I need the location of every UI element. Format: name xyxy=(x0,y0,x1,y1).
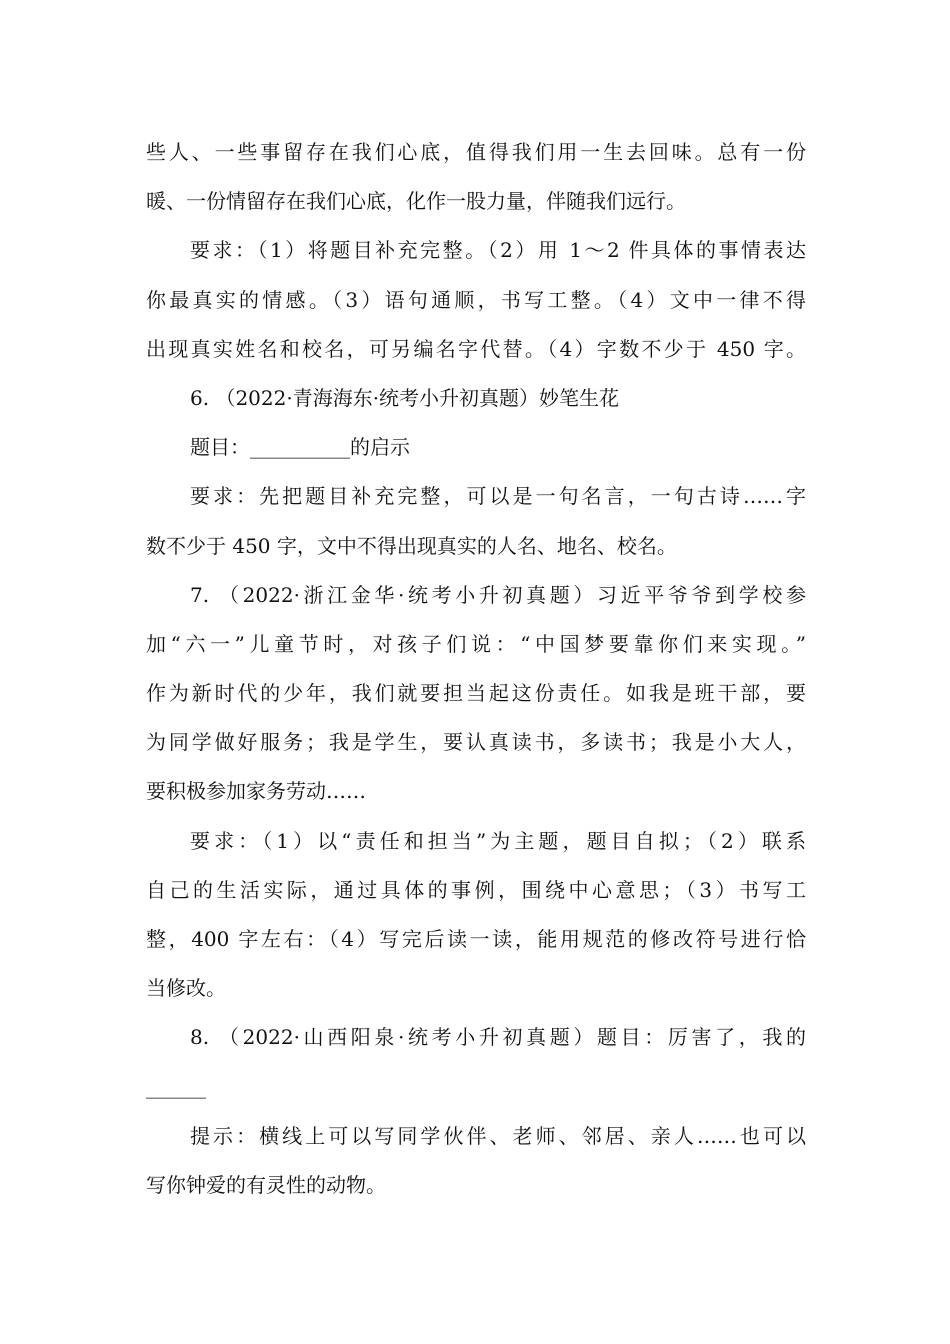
requirement-line: 要求：（1）将题目补充完整。（2）用 1～2 件具体的事情表达 xyxy=(190,238,806,263)
requirement-line: 当修改。 xyxy=(146,976,226,1001)
hint-line: 写你钟爱的有灵性的动物。 xyxy=(146,1172,386,1197)
requirement-line: 出现真实姓名和校名，可另编名字代替。（4）字数不少于 450 字。 xyxy=(146,336,806,361)
requirement-line: 整，400 字左右：（4）写完后读一读，能用规范的修改符号进行恰 xyxy=(146,927,806,951)
paragraph-line: 加“六一”儿童节时，对孩子们说：“中国梦要靠你们来实现。” xyxy=(146,631,806,656)
question-heading: 7. （2022·浙江金华·统考小升初真题）习近平爷爷到学校参 xyxy=(190,582,806,607)
paragraph-line: 要积极参加家务劳动…… xyxy=(146,779,366,804)
document-body xyxy=(146,128,806,1210)
paragraph-line: 暖、一份情留存在我们心底，化作一股力量，伴随我们远行。 xyxy=(146,189,686,214)
question-heading: 6. （2022·青海海东·统考小升初真题）妙笔生花 xyxy=(190,385,620,410)
requirement-line: 数不少于 450 字，文中不得出现真实的人名、地名、校名。 xyxy=(146,533,677,558)
requirement-line: 自己的生活实际，通过具体的事例，围绕中心意思；（3）书写工 xyxy=(146,877,806,902)
hint-line: 提示：横线上可以写同学伙伴、老师、邻居、亲人……也可以 xyxy=(190,1123,806,1148)
paragraph-line: 作为新时代的少年，我们就要担当起这份责任。如我是班干部，要 xyxy=(146,681,806,706)
paragraph-line: 些人、一些事留存在我们心底，值得我们用一生去回味。总有一份 xyxy=(146,140,806,164)
requirement-line: 你最真实的情感。（3）语句通顺，书写工整。（4）文中一律不得 xyxy=(146,287,806,312)
question-heading: 8. （2022·山西阳泉·统考小升初真题）题目：厉害了，我的 xyxy=(190,1025,806,1050)
paragraph-line: 为同学做好服务；我是学生，要认真读书，多读书；我是小大人， xyxy=(146,730,806,755)
blank-line: ______ xyxy=(146,1074,206,1099)
requirement-line: 要求：先把题目补充完整，可以是一句名言，一句古诗……字 xyxy=(190,484,806,509)
topic-line: 题目：__________的启示 xyxy=(190,435,410,460)
requirement-line: 要求：（1）以“责任和担当”为主题，题目自拟；（2）联系 xyxy=(190,828,806,853)
